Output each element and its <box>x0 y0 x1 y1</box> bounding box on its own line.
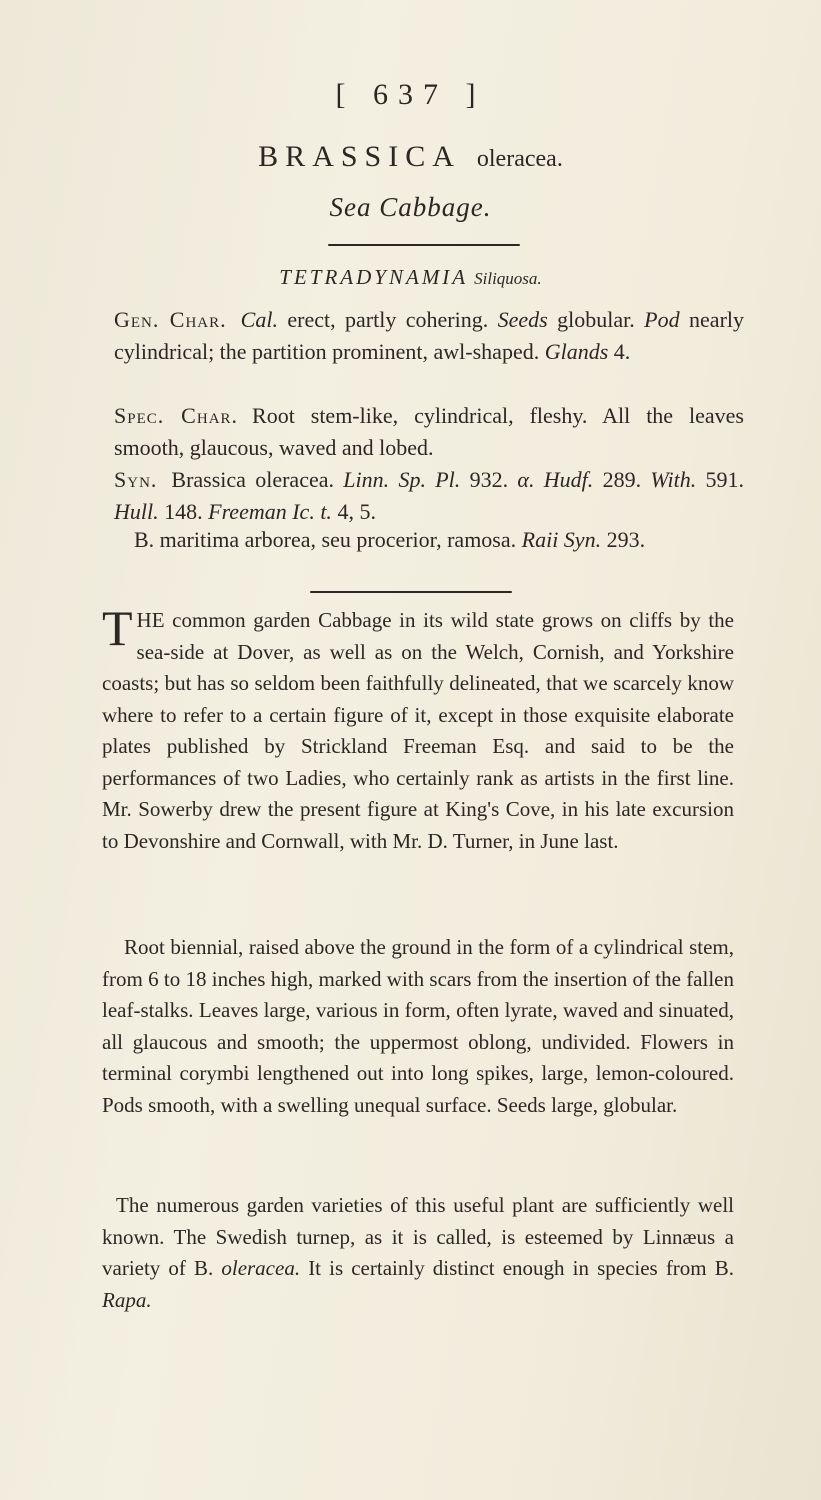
syn-text: 148. <box>158 499 209 524</box>
gen-char-text: Pod <box>644 307 680 332</box>
paragraph-3-text: It is certainly distinct enough in species from B. <box>300 1256 734 1280</box>
syn-text: 293. <box>601 527 646 552</box>
synonym-secondary <box>134 524 740 556</box>
gen-char-label: Gen. Char. <box>114 307 227 332</box>
generic-character <box>114 304 744 368</box>
syn-text: B. maritima arborea, seu procerior, ramosa. <box>134 527 522 552</box>
genus-title <box>0 140 821 174</box>
gen-char-text: 4. <box>608 339 631 364</box>
syn-text: Freeman Ic. t. <box>208 499 332 524</box>
species-name: oleracea. <box>476 146 563 172</box>
syn-text: 4, 5. <box>331 499 376 524</box>
syn-text: 289. <box>593 467 651 492</box>
spec-char-text: Root stem-like, cylindrical, fleshy. All the leaves smooth, glaucous, waved and lobed. <box>114 403 744 460</box>
specific-character <box>114 400 744 464</box>
paragraph-3-text: Rapa. <box>102 1287 152 1312</box>
common-name: Sea Cabbage. <box>329 192 492 222</box>
paragraph-1-text: HE common garden Cabbage in its wild state grows on cliffs by the sea-side at Dover, as well as on the Welch, Cornish, and Yorkshire coasts; but has so seldom been faithfully delineated, that we scarcely know where to refer to a certain figure of it, except in those exquisite elaborate plates published by Strickland Freeman Esq. and said to be the performances of two Ladies, who certainly rank as artists in the first line. Mr. Sowerby drew the present figure at King's Cove, in his late excursion to Devonshire and Cornwall, with Mr. D. Turner, in June last. <box>102 608 734 853</box>
section-divider <box>310 591 512 593</box>
drop-cap: T <box>102 600 133 656</box>
syn-text: Linn. Sp. Pl. <box>343 467 461 492</box>
classification <box>0 265 821 290</box>
page-number: [ 637 ] <box>335 78 486 111</box>
paragraph-3 <box>102 1190 734 1316</box>
genus-name: BRASSICA <box>258 140 461 173</box>
syn-text: Hull. <box>114 499 159 524</box>
synonyms <box>114 464 744 528</box>
paragraph-1 <box>102 600 734 857</box>
class-name: TETRADYNAMIA <box>279 265 469 289</box>
gen-char-text: Cal. <box>240 307 278 332</box>
title-divider <box>328 244 520 246</box>
syn-text: Brassica oleracea. <box>171 467 344 492</box>
gen-char-text: erect, partly cohering. <box>277 307 498 332</box>
order-name: Siliquosa. <box>474 269 542 288</box>
paragraph-3-text: The numerous garden varieties of this useful plant are sufficiently well known. The Swedish turnep, as it is called, is esteemed by Linnæus a variety of B. <box>102 1193 734 1280</box>
gen-char-text: globular. <box>547 307 645 332</box>
gen-char-text: Glands <box>544 339 609 364</box>
gen-char-text: nearly cylindrical; the partition prominent, awl-shaped. <box>114 307 745 364</box>
gen-char-text: Seeds <box>497 307 548 332</box>
syn-text: 591. <box>696 467 745 492</box>
syn-text: Raii Syn. <box>521 527 602 552</box>
syn-label: Syn. <box>114 467 158 492</box>
syn-text: 932. <box>460 467 518 492</box>
paragraph-3-text: oleracea. <box>221 1256 301 1280</box>
spec-char-label: Spec. Char. <box>114 403 239 428</box>
paragraph-2: Root biennial, raised above the ground in the form of a cylindrical stem, from 6 to 18 inches high, marked with scars from the insertion of the fallen leaf-stalks. Leaves large, various in form, often lyrate, waved and sinuated, all glaucous and smooth; the uppermost oblong, undivided. Flowers in terminal corymbi lengthened out into long spikes, large, lemon-coloured. Pods smooth, with a swelling unequal surface. Seeds large, globular. <box>102 935 734 1117</box>
syn-text: α. Hudf. <box>517 467 594 492</box>
syn-text: With. <box>650 467 697 492</box>
